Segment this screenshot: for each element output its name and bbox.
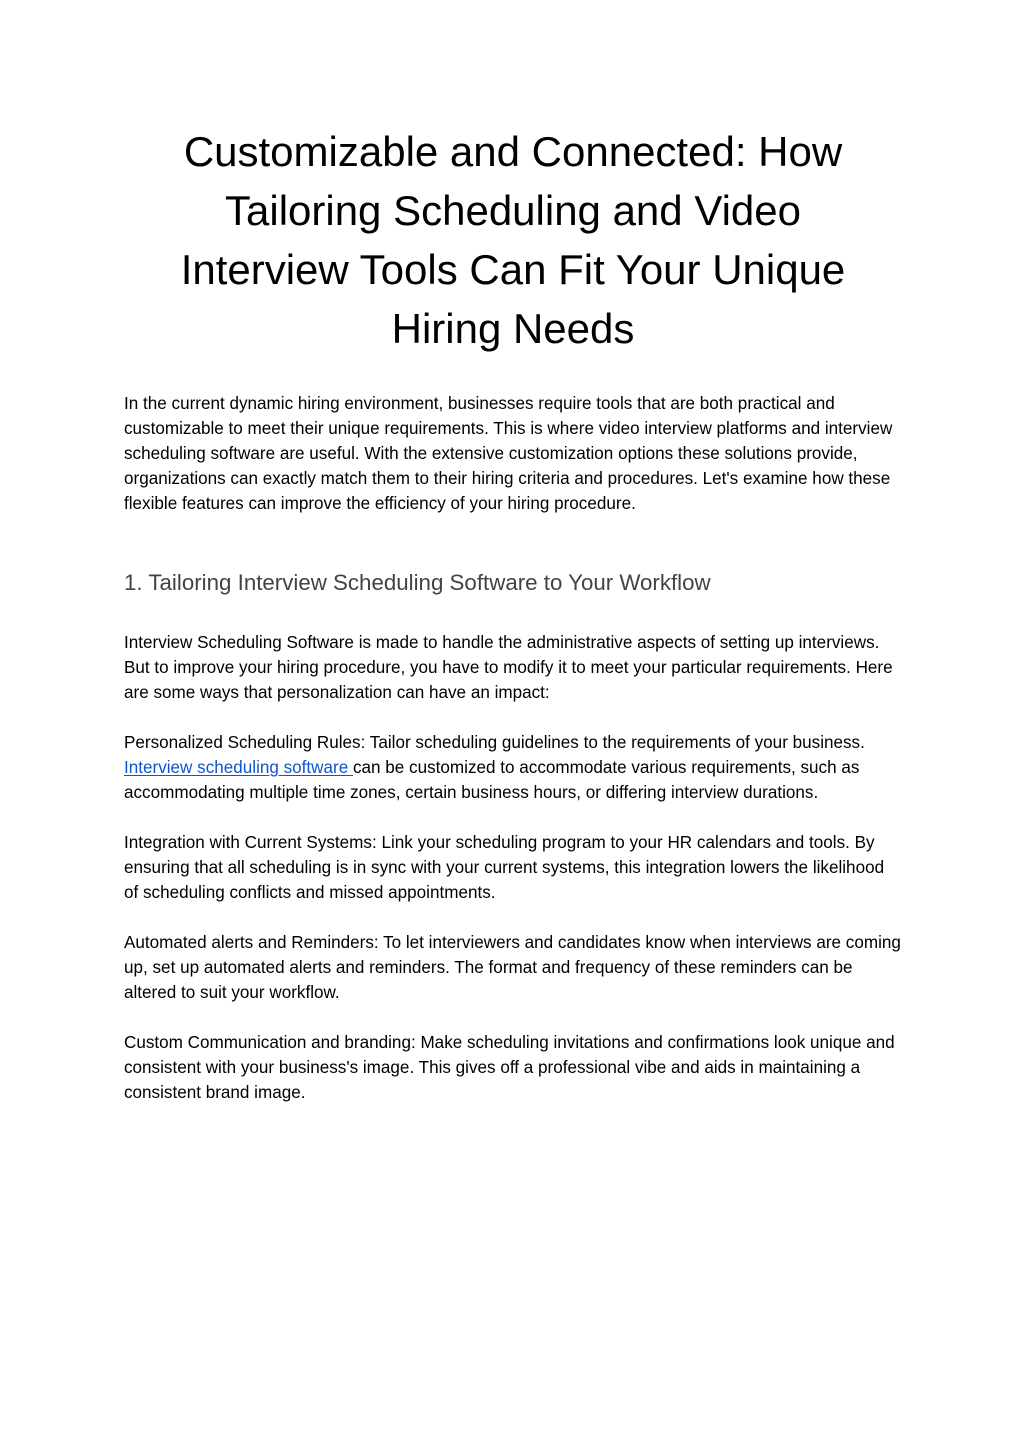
section-heading: 1. Tailoring Interview Scheduling Software to Your Workflow bbox=[124, 570, 711, 595]
alerts-paragraph: Automated alerts and Reminders: To let interviewers and candidates know when interviews are coming up, set up automated alerts and reminders. The format and frequency of these reminders can be altered to suit your workflow. bbox=[124, 933, 901, 1002]
title-line: Customizable and Connected: How bbox=[183, 128, 843, 175]
title-line: Hiring Needs bbox=[391, 305, 635, 352]
title-line: Interview Tools Can Fit Your Unique bbox=[180, 246, 846, 293]
personalized-rules-text: Personalized Scheduling Rules: Tailor scheduling guidelines to the requirements of your business. bbox=[124, 733, 865, 752]
document-title bbox=[124, 122, 902, 358]
integration-paragraph: Integration with Current Systems: Link your scheduling program to your HR calendars and tools. By ensuring that all scheduling is in sync with your current systems, this integration lowers the likelihood of scheduling conflicts and missed appointments. bbox=[124, 833, 885, 902]
interview-scheduling-software-link[interactable]: Interview scheduling software bbox=[124, 758, 353, 777]
intro-paragraph: In the current dynamic hiring environment, businesses require tools that are both practical and customizable to meet their unique requirements. This is where video interview platforms and interview scheduling software are useful. With the extensive customization options these solutions provide, organizations can exactly match them to their hiring criteria and procedures. Let's examine how these flexible features can improve the efficiency of your hiring procedure. bbox=[124, 394, 893, 513]
document-page bbox=[124, 122, 902, 1105]
personalized-rules-text-continued: can be customized to accommodate various requirements, such as accommodating multiple time zones, certain business hours, or differing interview durations. bbox=[124, 758, 860, 802]
personalized-rules-paragraph bbox=[124, 730, 902, 805]
title-line: Tailoring Scheduling and Video bbox=[225, 187, 801, 234]
branding-paragraph: Custom Communication and branding: Make scheduling invitations and confirmations look unique and consistent with your business's image. This gives off a professional vibe and aids in maintaining a consistent brand image. bbox=[124, 1033, 895, 1102]
section-lead-paragraph: Interview Scheduling Software is made to handle the administrative aspects of setting up interviews. But to improve your hiring procedure, you have to modify it to meet your particular requirements. Here are some ways that personalization can have an impact: bbox=[124, 633, 893, 702]
